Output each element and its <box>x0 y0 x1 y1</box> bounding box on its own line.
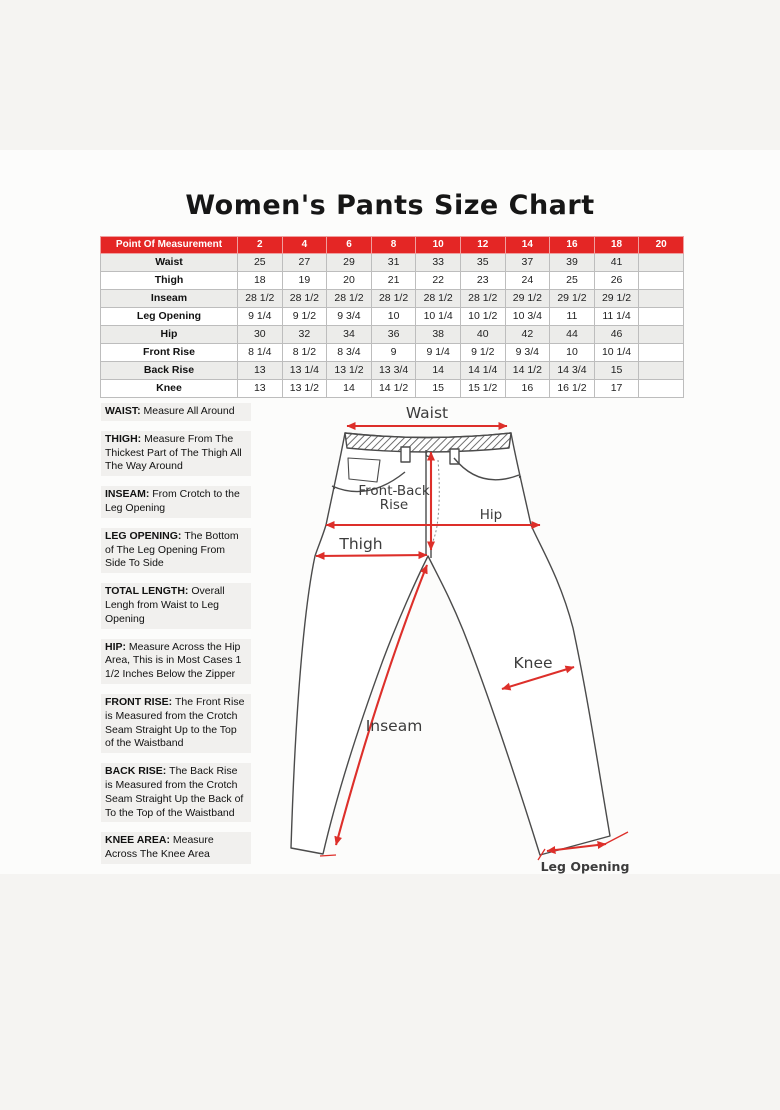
table-header-size: 16 <box>550 237 595 254</box>
size-value-cell: 16 <box>505 380 550 398</box>
size-value-cell: 9 <box>371 344 416 362</box>
definition-text: The Front Rise is Measured from the Crotch Seam Straight Up to the Top of the Waistband <box>105 695 245 750</box>
size-value-cell: 18 <box>238 272 283 290</box>
front-back-rise-label-line2: Rise <box>379 497 409 513</box>
size-value-cell: 32 <box>282 326 327 344</box>
page-title: Women's Pants Size Chart <box>185 190 595 221</box>
size-value-cell: 13 3/4 <box>371 362 416 380</box>
definition-item <box>101 763 251 822</box>
definition-term: THIGH: <box>105 432 145 445</box>
row-label: Back Rise <box>101 362 238 380</box>
size-value-cell <box>639 254 684 272</box>
table-head <box>101 237 684 254</box>
size-value-cell: 28 1/2 <box>460 290 505 308</box>
definition-term: KNEE AREA: <box>105 834 173 847</box>
waist-label: Waist <box>405 404 449 422</box>
row-label: Thigh <box>101 272 238 290</box>
pants-drawing-icon <box>291 433 610 855</box>
row-label: Front Rise <box>101 344 238 362</box>
size-value-cell: 30 <box>238 326 283 344</box>
size-value-cell: 41 <box>594 254 639 272</box>
size-value-cell: 14 <box>327 380 372 398</box>
definition-item <box>101 403 251 421</box>
belt-loop-icon <box>401 447 410 462</box>
size-value-cell: 13 <box>238 362 283 380</box>
size-value-cell: 29 1/2 <box>550 290 595 308</box>
size-value-cell: 9 3/4 <box>505 344 550 362</box>
hem-tick <box>320 855 336 856</box>
table-header-size: 12 <box>460 237 505 254</box>
size-chart-table <box>100 236 684 398</box>
size-value-cell: 25 <box>550 272 595 290</box>
size-value-cell: 20 <box>327 272 372 290</box>
table-header-size: 18 <box>594 237 639 254</box>
size-value-cell: 37 <box>505 254 550 272</box>
size-value-cell: 14 3/4 <box>550 362 595 380</box>
definition-item <box>101 694 251 753</box>
thigh-arrow <box>316 555 427 556</box>
definition-term: BACK RISE: <box>105 765 170 778</box>
size-value-cell: 44 <box>550 326 595 344</box>
size-value-cell: 8 1/4 <box>238 344 283 362</box>
leg-opening-label: Leg Opening <box>540 859 630 874</box>
size-value-cell <box>639 326 684 344</box>
size-value-cell: 8 3/4 <box>327 344 372 362</box>
table-header-size: 14 <box>505 237 550 254</box>
size-table-wrapper <box>100 236 684 398</box>
definition-term: LEG OPENING: <box>105 529 185 542</box>
definition-term: INSEAM: <box>105 488 153 501</box>
definition-text: Overall Lengh from Waist to Leg Opening <box>105 585 225 625</box>
row-label: Hip <box>101 326 238 344</box>
table-row <box>101 362 684 380</box>
size-value-cell: 17 <box>594 380 639 398</box>
size-value-cell: 14 1/2 <box>371 380 416 398</box>
size-value-cell <box>639 344 684 362</box>
size-value-cell <box>639 380 684 398</box>
size-value-cell: 31 <box>371 254 416 272</box>
size-value-cell: 33 <box>416 254 461 272</box>
size-value-cell: 28 1/2 <box>327 290 372 308</box>
definition-item <box>101 486 251 518</box>
size-value-cell: 10 <box>371 308 416 326</box>
definition-text: Measure Across The Knee Area <box>105 834 214 861</box>
size-value-cell: 38 <box>416 326 461 344</box>
table-body <box>101 254 684 398</box>
size-value-cell: 26 <box>594 272 639 290</box>
size-value-cell: 9 1/4 <box>416 344 461 362</box>
size-value-cell <box>639 362 684 380</box>
definition-item <box>101 639 251 684</box>
size-value-cell: 11 1/4 <box>594 308 639 326</box>
size-value-cell: 13 1/4 <box>282 362 327 380</box>
size-value-cell: 28 1/2 <box>282 290 327 308</box>
rivet-icon <box>333 487 335 489</box>
size-value-cell: 27 <box>282 254 327 272</box>
size-value-cell: 29 1/2 <box>505 290 550 308</box>
definition-item <box>101 832 251 864</box>
table-row <box>101 344 684 362</box>
hip-label: Hip <box>479 507 503 523</box>
size-value-cell: 9 1/2 <box>460 344 505 362</box>
rivet-icon <box>519 476 521 478</box>
pants-measurement-diagram <box>288 398 680 885</box>
definition-item <box>101 583 251 628</box>
size-value-cell: 29 1/2 <box>594 290 639 308</box>
size-value-cell: 40 <box>460 326 505 344</box>
size-value-cell: 13 1/2 <box>282 380 327 398</box>
row-label: Knee <box>101 380 238 398</box>
size-value-cell: 10 1/2 <box>460 308 505 326</box>
waistband-hatch <box>345 433 511 452</box>
size-value-cell: 34 <box>327 326 372 344</box>
size-value-cell: 9 3/4 <box>327 308 372 326</box>
size-value-cell: 28 1/2 <box>238 290 283 308</box>
size-value-cell: 35 <box>460 254 505 272</box>
size-value-cell <box>639 272 684 290</box>
definition-term: FRONT RISE: <box>105 695 175 708</box>
definition-item <box>101 528 251 573</box>
size-value-cell: 10 3/4 <box>505 308 550 326</box>
front-back-rise-label-line1: Front-Back <box>358 483 430 499</box>
definition-text: The Back Rise is Measured from the Crotch Seam Straight Up the Back of To the Top of the Waistband <box>105 765 244 819</box>
size-value-cell: 15 <box>594 362 639 380</box>
size-value-cell: 28 1/2 <box>371 290 416 308</box>
size-value-cell: 46 <box>594 326 639 344</box>
definition-text: The Bottom of The Leg Opening From Side To Side <box>105 529 239 570</box>
size-value-cell: 14 1/2 <box>505 362 550 380</box>
row-label: Leg Opening <box>101 308 238 326</box>
definition-text: Measure Across the Hip Area, This is in Most Cases 1 1/2 Inches Below the Zipper <box>105 640 242 681</box>
size-value-cell: 22 <box>416 272 461 290</box>
size-value-cell: 39 <box>550 254 595 272</box>
table-header-size: 4 <box>282 237 327 254</box>
table-header-size: 8 <box>371 237 416 254</box>
size-value-cell: 25 <box>238 254 283 272</box>
size-value-cell: 24 <box>505 272 550 290</box>
definition-text: Measure From The Thickest Part of The Thigh All The Way Around <box>105 432 242 473</box>
table-row <box>101 290 684 308</box>
table-row <box>101 326 684 344</box>
size-value-cell: 19 <box>282 272 327 290</box>
size-value-cell: 14 1/4 <box>460 362 505 380</box>
size-value-cell: 11 <box>550 308 595 326</box>
size-value-cell: 23 <box>460 272 505 290</box>
size-value-cell: 14 <box>416 362 461 380</box>
size-value-cell: 29 <box>327 254 372 272</box>
size-value-cell: 13 1/2 <box>327 362 372 380</box>
size-value-cell: 13 <box>238 380 283 398</box>
row-label: Waist <box>101 254 238 272</box>
definition-term: WAIST: <box>105 405 144 417</box>
definition-term: TOTAL LENGTH: <box>105 585 192 598</box>
size-value-cell <box>639 290 684 308</box>
size-value-cell: 21 <box>371 272 416 290</box>
row-label: Inseam <box>101 290 238 308</box>
table-row <box>101 380 684 398</box>
size-value-cell: 15 1/2 <box>460 380 505 398</box>
table-header-row <box>101 237 684 254</box>
definitions-list <box>101 403 251 874</box>
size-value-cell: 16 1/2 <box>550 380 595 398</box>
size-value-cell: 9 1/2 <box>282 308 327 326</box>
size-value-cell: 9 1/4 <box>238 308 283 326</box>
inseam-label: Inseam <box>365 717 423 735</box>
definition-term: HIP: <box>105 640 129 653</box>
size-value-cell: 42 <box>505 326 550 344</box>
size-value-cell: 10 1/4 <box>594 344 639 362</box>
size-value-cell <box>639 308 684 326</box>
definition-text: Measure All Around <box>143 405 235 417</box>
table-row <box>101 308 684 326</box>
size-value-cell: 36 <box>371 326 416 344</box>
table-header-size: 6 <box>327 237 372 254</box>
definition-text: From Crotch to the Leg Opening <box>105 488 240 514</box>
size-value-cell: 15 <box>416 380 461 398</box>
size-value-cell: 8 1/2 <box>282 344 327 362</box>
table-header-size: 20 <box>639 237 684 254</box>
table-header-size: 10 <box>416 237 461 254</box>
table-header-label: Point Of Measurement <box>101 237 238 254</box>
knee-label: Knee <box>513 654 553 672</box>
size-value-cell: 10 <box>550 344 595 362</box>
thigh-label: Thigh <box>339 535 383 553</box>
table-row <box>101 272 684 290</box>
definition-item <box>101 431 251 476</box>
size-value-cell: 28 1/2 <box>416 290 461 308</box>
table-header-size: 2 <box>238 237 283 254</box>
size-value-cell: 10 1/4 <box>416 308 461 326</box>
table-row <box>101 254 684 272</box>
